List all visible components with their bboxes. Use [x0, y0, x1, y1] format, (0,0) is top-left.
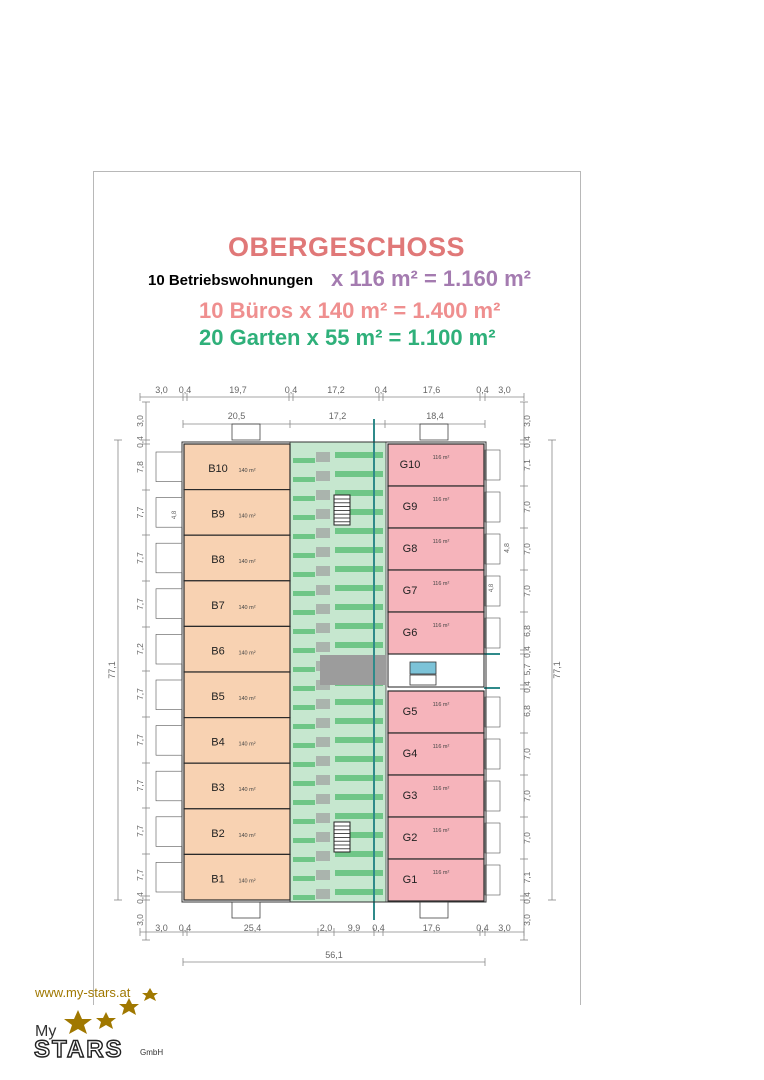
dim-label: 17,6 — [422, 923, 441, 933]
dim-label: 0,4 — [374, 385, 388, 395]
dim-label: 0,4 — [522, 892, 532, 904]
dim-label: 3,0 — [522, 914, 532, 926]
wohnung-unit-label: G8 — [402, 543, 418, 555]
dim-label: 25,4 — [243, 923, 262, 933]
plan-title: OBERGESCHOSS — [228, 232, 466, 262]
wohnung-unit-label: G10 — [399, 459, 421, 471]
buero-unit-area: 140 m² — [238, 787, 256, 794]
dim-label: 17,6 — [422, 385, 441, 395]
dim-label: 0,4 — [178, 923, 192, 933]
bueros-area-label: 10 Büros x 140 m² = 1.400 m² — [199, 298, 501, 323]
dim-label: 17,2 — [328, 411, 347, 421]
wohnung-unit-area: 116 m² — [432, 581, 450, 587]
wohnung-unit-area: 116 m² — [432, 623, 450, 629]
wohnung-unit-area: 116 m² — [432, 870, 450, 876]
dim-label: 17,2 — [327, 385, 345, 395]
buero-unit-label: B4 — [211, 736, 225, 749]
dim-label: 0,4 — [522, 681, 532, 693]
dim-label: 9,9 — [347, 923, 361, 933]
dim-label: 4,8 — [172, 510, 178, 520]
dim-label: 2,0 — [319, 923, 333, 933]
dim-label: 7,7 — [135, 734, 145, 746]
buero-unit-label: B9 — [211, 508, 225, 521]
wohnung-unit-label: G7 — [402, 585, 418, 597]
dim-label: 0,4 — [372, 923, 385, 933]
buero-unit-label: B7 — [211, 599, 225, 612]
dim-label: 3,0 — [155, 385, 168, 395]
dim-label: 7,7 — [135, 779, 145, 792]
dim-label: 56,1 — [325, 950, 343, 960]
wohnung-unit-label: G3 — [402, 790, 418, 802]
buero-unit-area: 140 m² — [238, 832, 256, 839]
buero-unit-area: 140 m² — [238, 741, 256, 748]
dim-label: 20,5 — [227, 411, 246, 421]
buero-unit-area: 140 m² — [238, 878, 256, 885]
wohnung-unit-area: 116 m² — [432, 702, 450, 708]
dim-label: 0,4 — [476, 923, 489, 933]
buero-unit-label: B3 — [211, 782, 225, 795]
wohnung-unit-area: 116 m² — [432, 744, 450, 750]
dim-label: 3,0 — [135, 415, 145, 427]
dim-label: 18,4 — [426, 411, 444, 421]
dim-label: 4,8 — [504, 543, 511, 553]
dim-label: 3,0 — [498, 385, 511, 395]
dim-label: 7,7 — [135, 825, 145, 837]
wohnung-unit-area: 116 m² — [432, 828, 450, 834]
buero-unit-area: 140 m² — [238, 696, 256, 702]
dim-label: 0,4 — [476, 385, 489, 395]
dim-label: 7,0 — [522, 543, 532, 555]
buero-unit-area: 140 m² — [238, 513, 256, 520]
website-url: www.my-stars.at — [35, 985, 131, 1000]
wohnung-unit-area: 116 m² — [432, 786, 450, 792]
dim-label: 5,7 — [522, 663, 532, 676]
wohnung-unit-label: G4 — [402, 748, 418, 760]
dim-label: 0,4 — [135, 436, 145, 448]
dim-label: 3,0 — [155, 923, 168, 933]
dim-label: 3,0 — [135, 914, 145, 926]
wohnung-unit-area: 116 m² — [432, 539, 450, 545]
wohnungen-count-label: 10 Betriebswohnungen — [148, 272, 314, 289]
dim-label: 0,4 — [522, 436, 532, 448]
dim-label: 77,1 — [107, 661, 117, 679]
wohnung-unit-label: G9 — [402, 501, 418, 513]
wohnung-unit-label: G1 — [402, 874, 418, 886]
garten-area-label: 20 Garten x 55 m² = 1.100 m² — [199, 325, 496, 350]
wohnung-unit-label: G2 — [402, 832, 418, 844]
dim-label: 7,7 — [135, 688, 145, 700]
buero-unit-label: B6 — [211, 645, 225, 658]
wohnung-unit-label: G5 — [402, 706, 418, 718]
dim-label: 7,7 — [135, 598, 145, 610]
wohnung-unit-area: 116 m² — [432, 455, 450, 461]
dim-label: 77,1 — [552, 661, 562, 679]
dim-label: 4,8 — [489, 583, 495, 593]
dim-label: 3,0 — [522, 415, 532, 427]
dim-label: 0,4 — [522, 646, 532, 658]
dim-label: 6,8 — [522, 625, 532, 637]
buero-unit-area: 140 m² — [238, 468, 256, 474]
dim-label: 7,7 — [135, 506, 145, 519]
wohnung-unit-label: G6 — [402, 627, 418, 639]
dim-label: 7,0 — [522, 832, 532, 844]
dim-label: 3,0 — [498, 923, 511, 933]
buero-unit-label: B10 — [208, 463, 228, 475]
dim-label: 0,4 — [284, 385, 298, 395]
buero-unit-label: B1 — [211, 873, 225, 886]
buero-unit-area: 140 m² — [238, 650, 256, 657]
logo-stars: STARS — [34, 1036, 124, 1063]
buero-unit-label: B2 — [211, 827, 225, 840]
dim-label: 7,0 — [522, 585, 532, 597]
buero-unit-label: B8 — [211, 554, 225, 567]
wohnung-unit-area: 116 m² — [432, 497, 450, 503]
dim-label: 0,4 — [178, 385, 192, 395]
buero-unit-area: 140 m² — [238, 604, 256, 611]
dim-label: 7,7 — [135, 869, 145, 881]
dim-label: 7,0 — [522, 501, 532, 513]
dim-label: 7,1 — [522, 459, 532, 471]
dim-label: 7,0 — [522, 790, 532, 802]
wohnungen-area-label: x 116 m² = 1.160 m² — [331, 266, 531, 291]
dim-label: 0,4 — [135, 892, 145, 904]
dim-label: 7,8 — [135, 461, 145, 473]
logo-gmbh: GmbH — [140, 1048, 164, 1057]
buero-unit-area: 140 m² — [238, 559, 256, 566]
dim-label: 7,2 — [135, 643, 145, 655]
buero-unit-label: B5 — [211, 691, 225, 703]
dim-label: 19,7 — [229, 385, 247, 395]
dim-label: 7,0 — [522, 748, 532, 760]
dim-label: 7,7 — [135, 552, 145, 564]
logo-my: My — [35, 1023, 57, 1040]
dim-label: 6,8 — [522, 705, 532, 717]
dim-label: 7,1 — [522, 871, 532, 884]
